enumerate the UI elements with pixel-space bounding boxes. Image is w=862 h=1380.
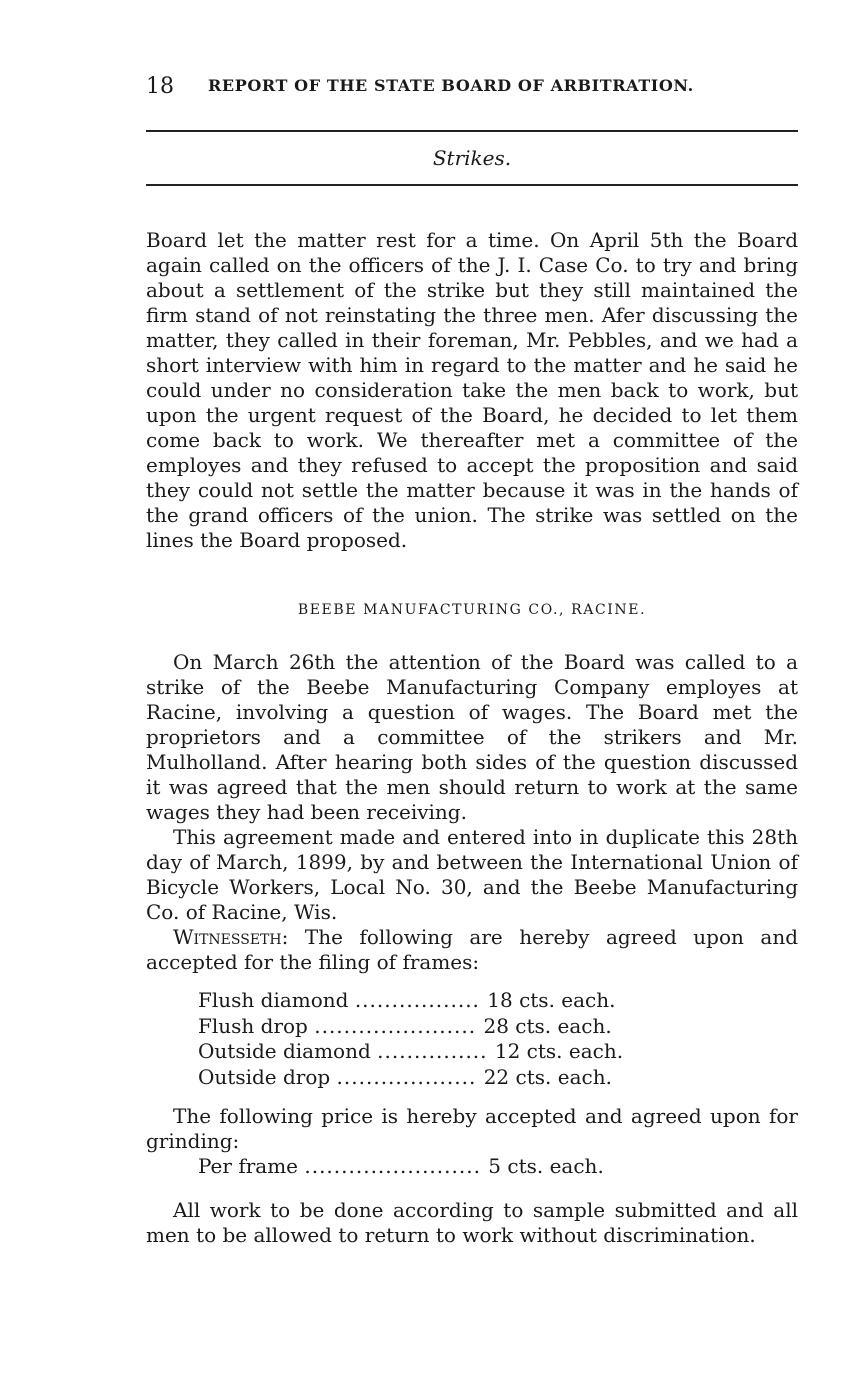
beebe-paragraph-2: This agreement made and entered into in duplicate this 28th day of March, 1899, by and between the International Union of Bicycle Workers, Local No. 30, and the Beebe Manufacturing Co. of Racine, Wis. <box>146 825 798 924</box>
price-value: 5 cts. each. <box>488 1154 604 1178</box>
dot-leader: ................... <box>336 1064 484 1089</box>
price-item: Outside diamond <box>198 1039 371 1063</box>
price-item: Flush diamond <box>198 988 349 1012</box>
witnesseth-text: The following are hereby agreed upon and accepted for the filing of frames: <box>146 925 798 974</box>
continuation-paragraph <box>146 228 798 553</box>
dot-leader: ............... <box>377 1039 495 1063</box>
price-row <box>198 988 623 1014</box>
grinding-paragraph <box>146 1104 798 1154</box>
header-rule-bottom <box>146 184 798 186</box>
page-number: 18 <box>146 74 174 99</box>
beebe-body <box>146 650 798 975</box>
price-row <box>198 1014 623 1040</box>
dot-leader: ........................ <box>304 1154 489 1178</box>
witnesseth-paragraph <box>146 925 798 975</box>
header-rule-top <box>146 130 798 132</box>
beebe-heading: BEEBE MANUFACTURING CO., RACINE. <box>297 602 647 618</box>
paragraph-text: Board let the matter rest for a time. On April 5th the Board again called on the officers of the J. I. Case Co. to try and bring about a settlement of the strike but they still maintained the firm stand of not reinstating the three men. Afer discussing the matter, they called in their foreman, Mr. Pebbles, and we had a short interview with him in regard to the matter and he said he could under no consideration take the men back to work, but upon the urgent request of the Board, he decided to let them come back to work. We thereafter met a committee of the employes and they refused to accept the proposition and said they could not settle the matter because it was in the hands of the grand officers of the union. The strike was settled on the lines the Board proposed. <box>146 228 798 552</box>
dot-leader: ................. <box>354 988 488 1012</box>
grinding-intro: The following price is hereby accepted and agreed upon for grinding: <box>146 1104 798 1153</box>
witnesseth-label: Witnesseth: <box>173 925 289 949</box>
price-item: Per frame <box>198 1154 298 1178</box>
price-row <box>198 1065 623 1091</box>
running-head: REPORT OF THE STATE BOARD OF ARBITRATION. <box>208 76 694 95</box>
section-title: Strikes. <box>432 146 512 170</box>
price-value: 28 cts. each. <box>483 1013 612 1038</box>
price-value: 12 cts. each. <box>494 1039 624 1063</box>
filing-price-list <box>198 988 623 1090</box>
price-row <box>198 1039 623 1065</box>
price-value: 18 cts. each. <box>487 988 616 1012</box>
price-item: Outside drop <box>198 1064 331 1089</box>
page-header <box>146 72 798 100</box>
price-value: 22 cts. each. <box>483 1064 612 1089</box>
dot-leader: ...................... <box>314 1013 484 1038</box>
closing-paragraph <box>146 1198 798 1248</box>
beebe-paragraph-1: On March 26th the attention of the Board was called to a strike of the Beebe Manufacturing Company employes at Racine, involving a question of wages. The Board met the proprietors and a committee of the strikers and Mr. Mulholland. After hearing both sides of the question discussed it was agreed that the men should return to work at the same wages they had been receiving. <box>146 650 798 824</box>
grinding-price-row <box>198 1154 604 1179</box>
closing-text: All work to be done according to sample submitted and all men to be allowed to return to work without discrimination. <box>146 1198 798 1247</box>
price-item: Flush drop <box>198 1013 308 1038</box>
